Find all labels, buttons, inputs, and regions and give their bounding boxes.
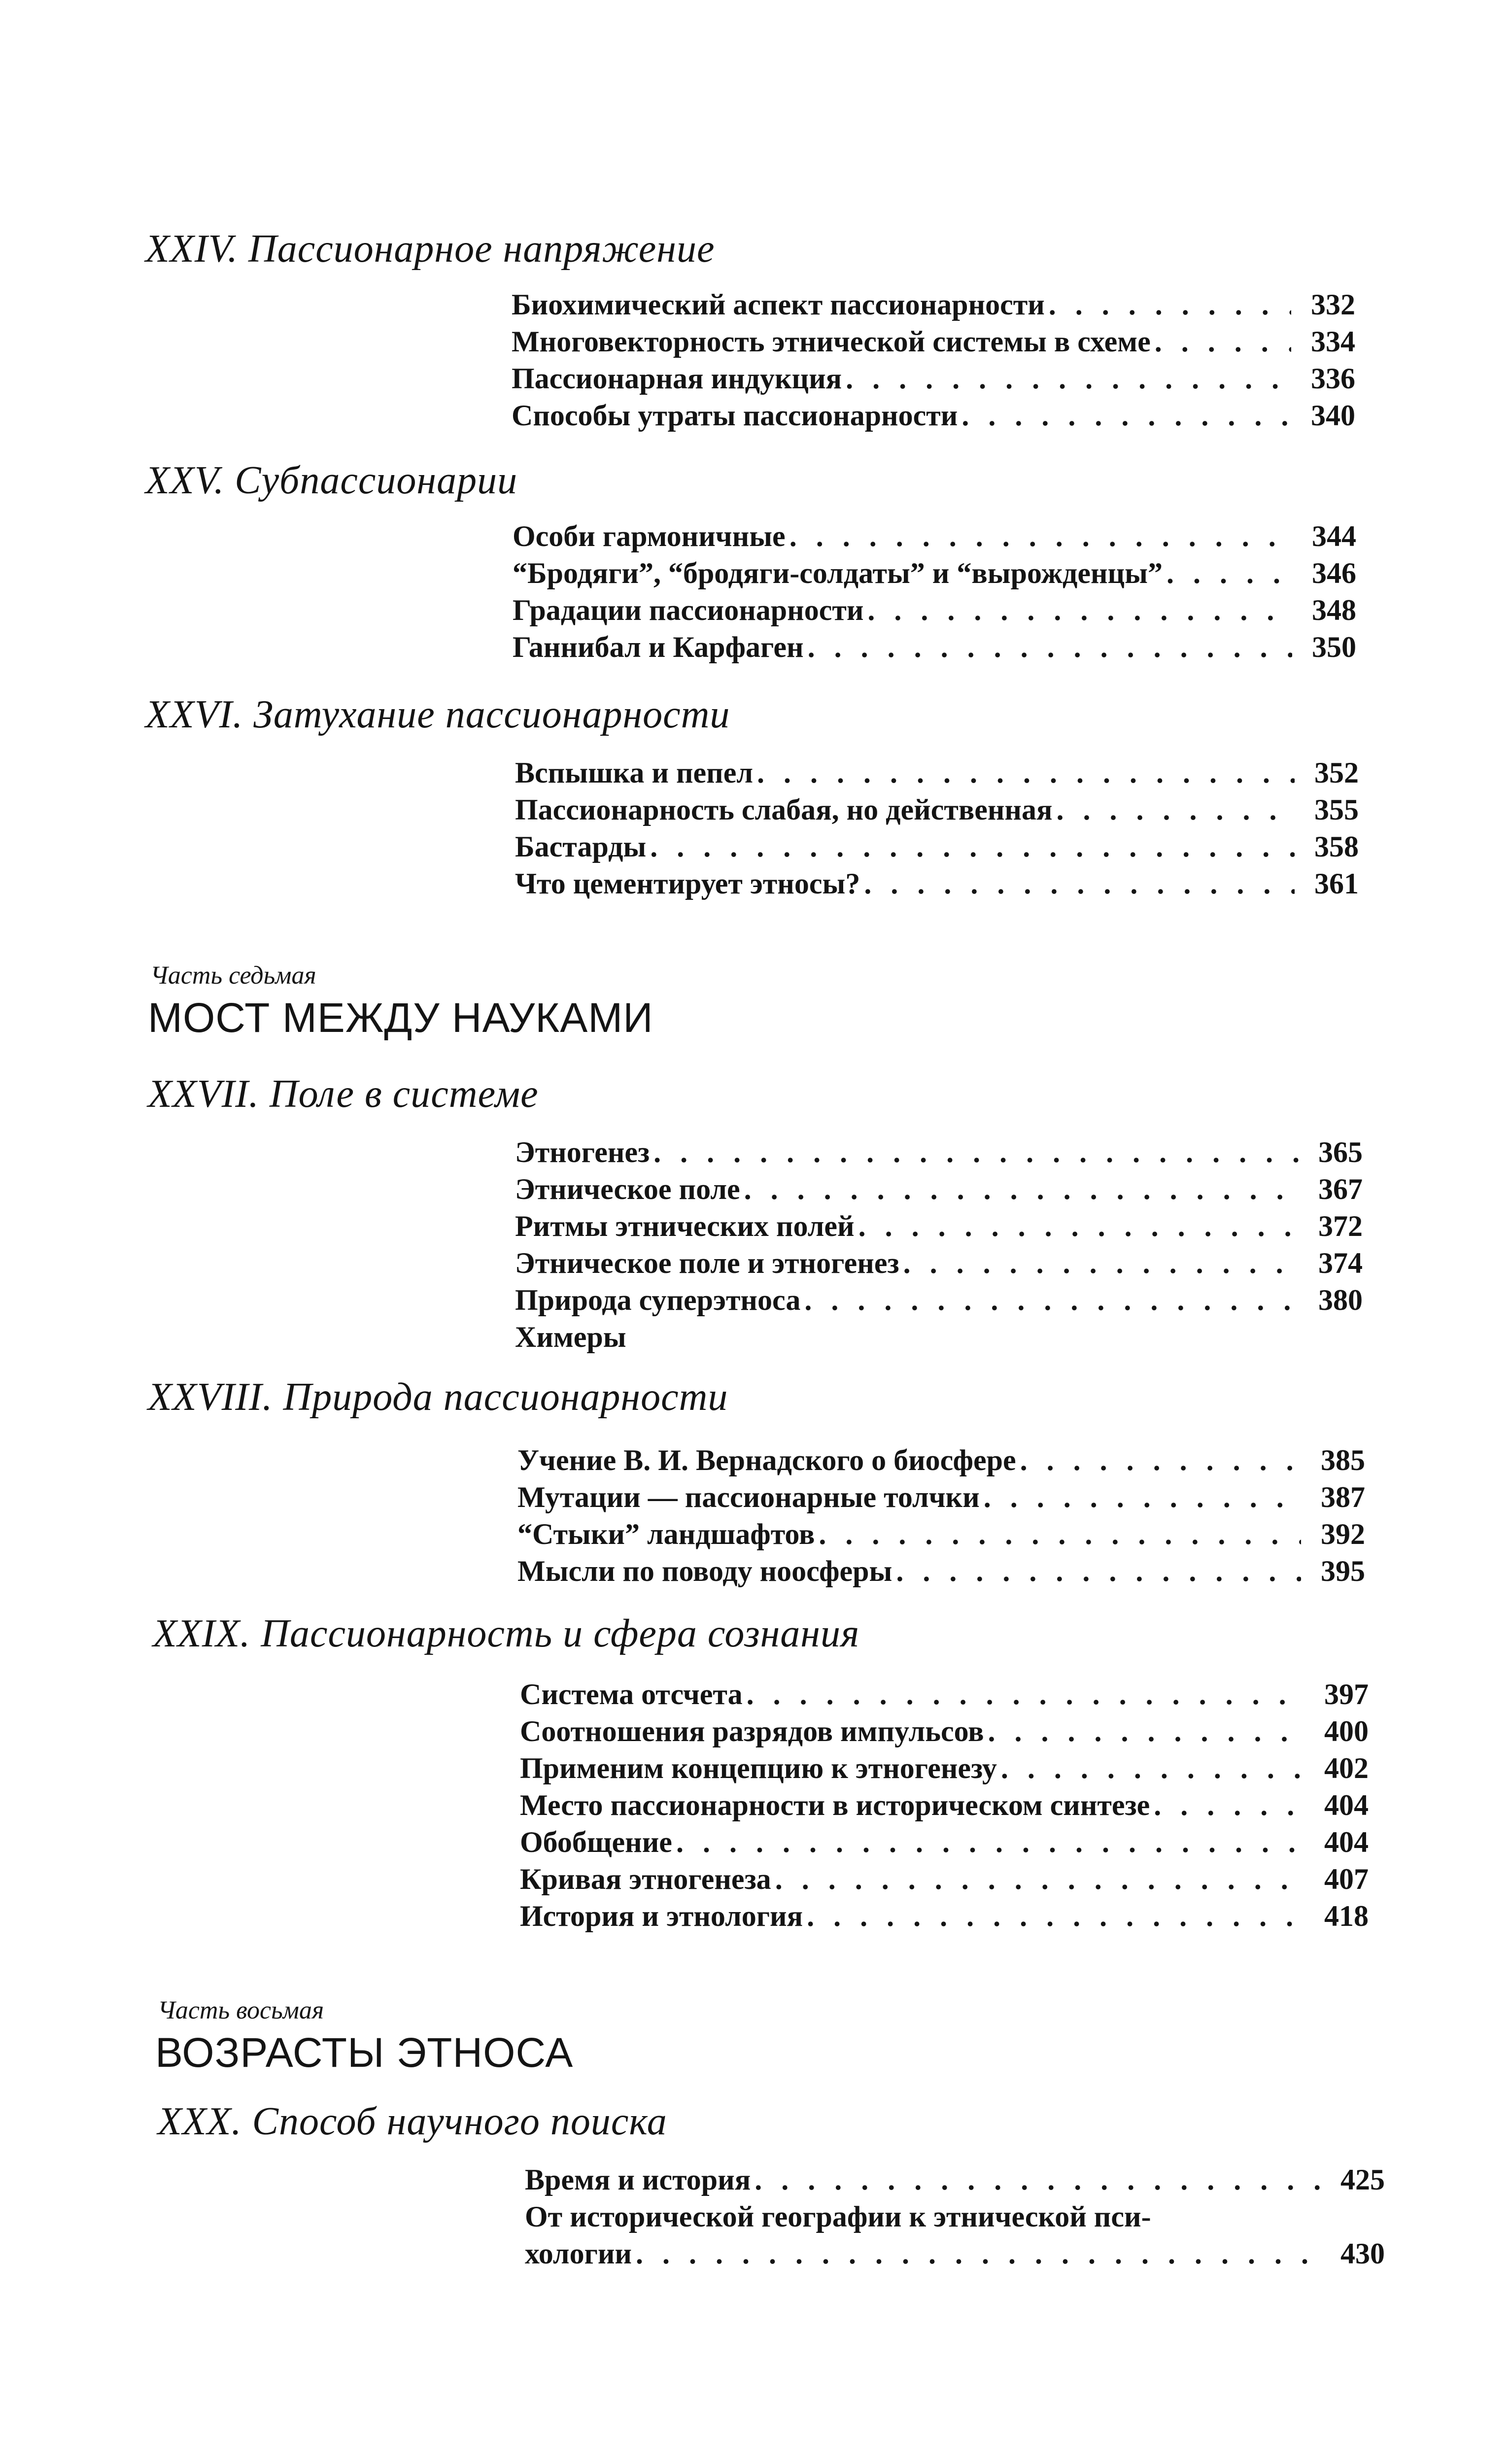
leader-dots [636,2235,1321,2272]
toc-entry[interactable] [520,1823,1369,1861]
leader-dots [858,1207,1299,1245]
toc-entry[interactable] [520,1860,1369,1898]
toc-entry-page: 365 [1318,1136,1363,1168]
toc-entry[interactable] [515,1318,1363,1356]
leader-dots [1155,323,1291,360]
leader-dots [819,1515,1301,1553]
toc-entry-label: Мысли по поводу ноосферы [517,1555,892,1587]
toc-entry[interactable] [515,828,1359,865]
toc-entry[interactable] [513,591,1356,629]
toc-entry-page: 395 [1321,1555,1365,1587]
toc-entry-label: Обобщение [520,1826,672,1858]
leader-dots [984,1478,1301,1516]
toc-entry-page: 372 [1318,1210,1363,1242]
toc-entry-label: Химеры [515,1321,626,1353]
toc-entry-label: Мутации — пассионарные толчки [517,1481,980,1513]
toc-entry-label: Способы утраты пассионарности [512,399,958,432]
leader-dots [961,397,1291,434]
part-title-seven: МОСТ МЕЖДУ НАУКАМИ [148,994,653,1041]
toc-entry-page: 430 [1340,2237,1385,2270]
toc-entry-page: 397 [1324,1678,1369,1711]
leader-dots [653,1133,1299,1171]
leader-dots [650,828,1295,865]
toc-entry[interactable] [520,1676,1369,1713]
toc-entry-label: Вспышка и пепел [515,756,754,789]
leader-dots [1001,1749,1304,1787]
toc-entry-page: 418 [1324,1900,1369,1932]
leader-dots [747,1676,1304,1713]
part-label-seven: Часть седьмая [150,961,316,990]
toc-entry-label: История и этнология [520,1900,803,1932]
toc-entry-label: “Стыки” ландшафтов [517,1518,815,1550]
leader-dots [1049,286,1291,323]
toc-entry-label: Градации пассионарности [513,594,864,626]
toc-entry-label: Пассионарная индукция [512,362,842,395]
toc-entry[interactable] [515,1170,1363,1208]
toc-entry-page: 358 [1314,830,1359,863]
toc-entry[interactable] [515,1207,1363,1245]
toc-entry[interactable] [525,2161,1385,2198]
toc-entry-page: 385 [1321,1444,1365,1476]
toc-entry[interactable] [515,1244,1363,1282]
toc-entry-page: 336 [1311,362,1355,395]
toc-entry[interactable] [520,1897,1369,1935]
toc-entry[interactable] [517,1515,1365,1553]
toc-entry[interactable] [515,791,1359,828]
toc-entry-page: 355 [1314,793,1359,826]
leader-dots [988,1712,1304,1750]
leader-dots [744,1170,1299,1208]
toc-entry[interactable] [515,1281,1363,1319]
leader-dots [864,865,1295,902]
toc-entry[interactable] [520,1712,1369,1750]
chapter-title-xxvii: XXVII. Поле в системе [148,1072,539,1116]
toc-entry[interactable] [512,360,1355,397]
toc-entry-page: 404 [1324,1826,1369,1858]
toc-entry-label: Кривая этногенеза [520,1863,771,1895]
toc-entry[interactable] [517,1441,1365,1479]
toc-entry[interactable] [517,1552,1365,1590]
toc-entry-label: Учение В. И. Вернадского о биосфере [517,1444,1016,1476]
toc-entry-label: Место пассионарности в историческом синтезе [520,1789,1150,1821]
toc-entry-label: Многовекторность этнической системы в схеме [512,325,1151,358]
toc-entry-label: Соотношения разрядов импульсов [520,1715,984,1747]
toc-entry-page: 392 [1321,1518,1365,1550]
toc-entry-page: 348 [1312,594,1356,626]
leader-dots [1154,1786,1304,1824]
toc-entry-label: Применим концепцию к этногенезу [520,1752,997,1784]
toc-entry-label: Время и история [525,2163,751,2196]
toc-entry[interactable] [515,754,1359,791]
toc-entry-label: Особи гармоничные [513,520,786,552]
toc-entry-page: 402 [1324,1752,1369,1784]
toc-entry[interactable] [513,554,1356,592]
leader-dots [804,1281,1299,1319]
toc-entry[interactable] [512,286,1355,323]
leader-dots [903,1244,1299,1282]
toc-entry-label: Этническое поле и этногенез [515,1247,899,1279]
toc-entry-label: Пассионарность слабая, но действенная [515,793,1053,826]
leader-dots [808,628,1292,666]
leader-dots [755,2161,1321,2198]
toc-entry-page: 404 [1324,1789,1369,1821]
toc-entry-label: От исторической географии к этнической пси- [525,2200,1151,2233]
chapter-title-xxv: XXV. Субпассионарии [145,459,518,502]
toc-entry[interactable] [515,1133,1363,1171]
toc-entry[interactable] [525,2198,1385,2235]
toc-entry-page: 380 [1318,1284,1363,1316]
chapter-title-xxiv: XXIV. Пассионарное напряжение [145,227,715,271]
toc-entry[interactable] [525,2235,1385,2272]
toc-entry-page: 346 [1312,557,1356,589]
toc-entry-label: Природа суперэтноса [515,1284,801,1316]
toc-entry-page: 332 [1311,288,1355,321]
leader-dots [896,1552,1301,1590]
toc-entry[interactable] [512,397,1355,434]
toc-entry[interactable] [515,865,1359,902]
toc-entry[interactable] [520,1749,1369,1787]
toc-entry-label: Биохимический аспект пассионарности [512,288,1045,321]
leader-dots [676,1823,1304,1861]
leader-dots [846,360,1291,397]
toc-entry-page: 387 [1321,1481,1365,1513]
chapter-title-xxix: XXIX. Пассионарность и сфера сознания [153,1612,860,1655]
toc-entry-label: Что цементирует этносы? [515,867,860,900]
toc-entry-label: Этническое поле [515,1173,740,1205]
toc-entry-page: 425 [1340,2163,1385,2196]
toc-entry-page: 361 [1314,867,1359,900]
toc-entry-label: Этногенез [515,1136,650,1168]
toc-entry-label: “Бродяги”, “бродяги-солдаты” и “вырожденцы” [513,557,1163,589]
chapter-title-xxx: XXX. Способ научного поиска [158,2100,667,2143]
toc-entry[interactable] [517,1478,1365,1516]
leader-dots [1167,554,1292,592]
toc-entry-page: 374 [1318,1247,1363,1279]
part-label-eight: Часть восьмая [158,1996,324,2024]
toc-entry-page: 340 [1311,399,1355,432]
leader-dots [757,754,1295,791]
toc-entry-page: 344 [1312,520,1356,552]
leader-dots [1056,791,1295,828]
toc-entry-label: Бастарды [515,830,647,863]
toc-entry[interactable] [513,628,1356,666]
toc-entry-page: 367 [1318,1173,1363,1205]
leader-dots [1020,1441,1301,1479]
toc-entry-page: 350 [1312,631,1356,663]
toc-entry-label: хологии [525,2237,632,2270]
leader-dots [789,517,1292,555]
toc-entry[interactable] [513,517,1356,555]
toc-entry-page: 334 [1311,325,1355,358]
toc-entry-label: Система отсчета [520,1678,743,1711]
leader-dots [867,591,1292,629]
toc-entry-page: 400 [1324,1715,1369,1747]
toc-entry-label: Ритмы этнических полей [515,1210,855,1242]
toc-entry-page: 352 [1314,756,1359,789]
part-title-eight: ВОЗРАСТЫ ЭТНОСА [155,2029,574,2076]
chapter-title-xxvi: XXVI. Затухание пассионарности [145,693,730,736]
toc-entry[interactable] [520,1786,1369,1824]
chapter-title-xxviii: XXVIII. Природа пассионарности [148,1375,728,1419]
toc-entry-page: 407 [1324,1863,1369,1895]
toc-entry-label: Ганнибал и Карфаген [513,631,804,663]
toc-entry[interactable] [512,323,1355,360]
leader-dots [775,1860,1304,1898]
leader-dots [807,1897,1304,1935]
